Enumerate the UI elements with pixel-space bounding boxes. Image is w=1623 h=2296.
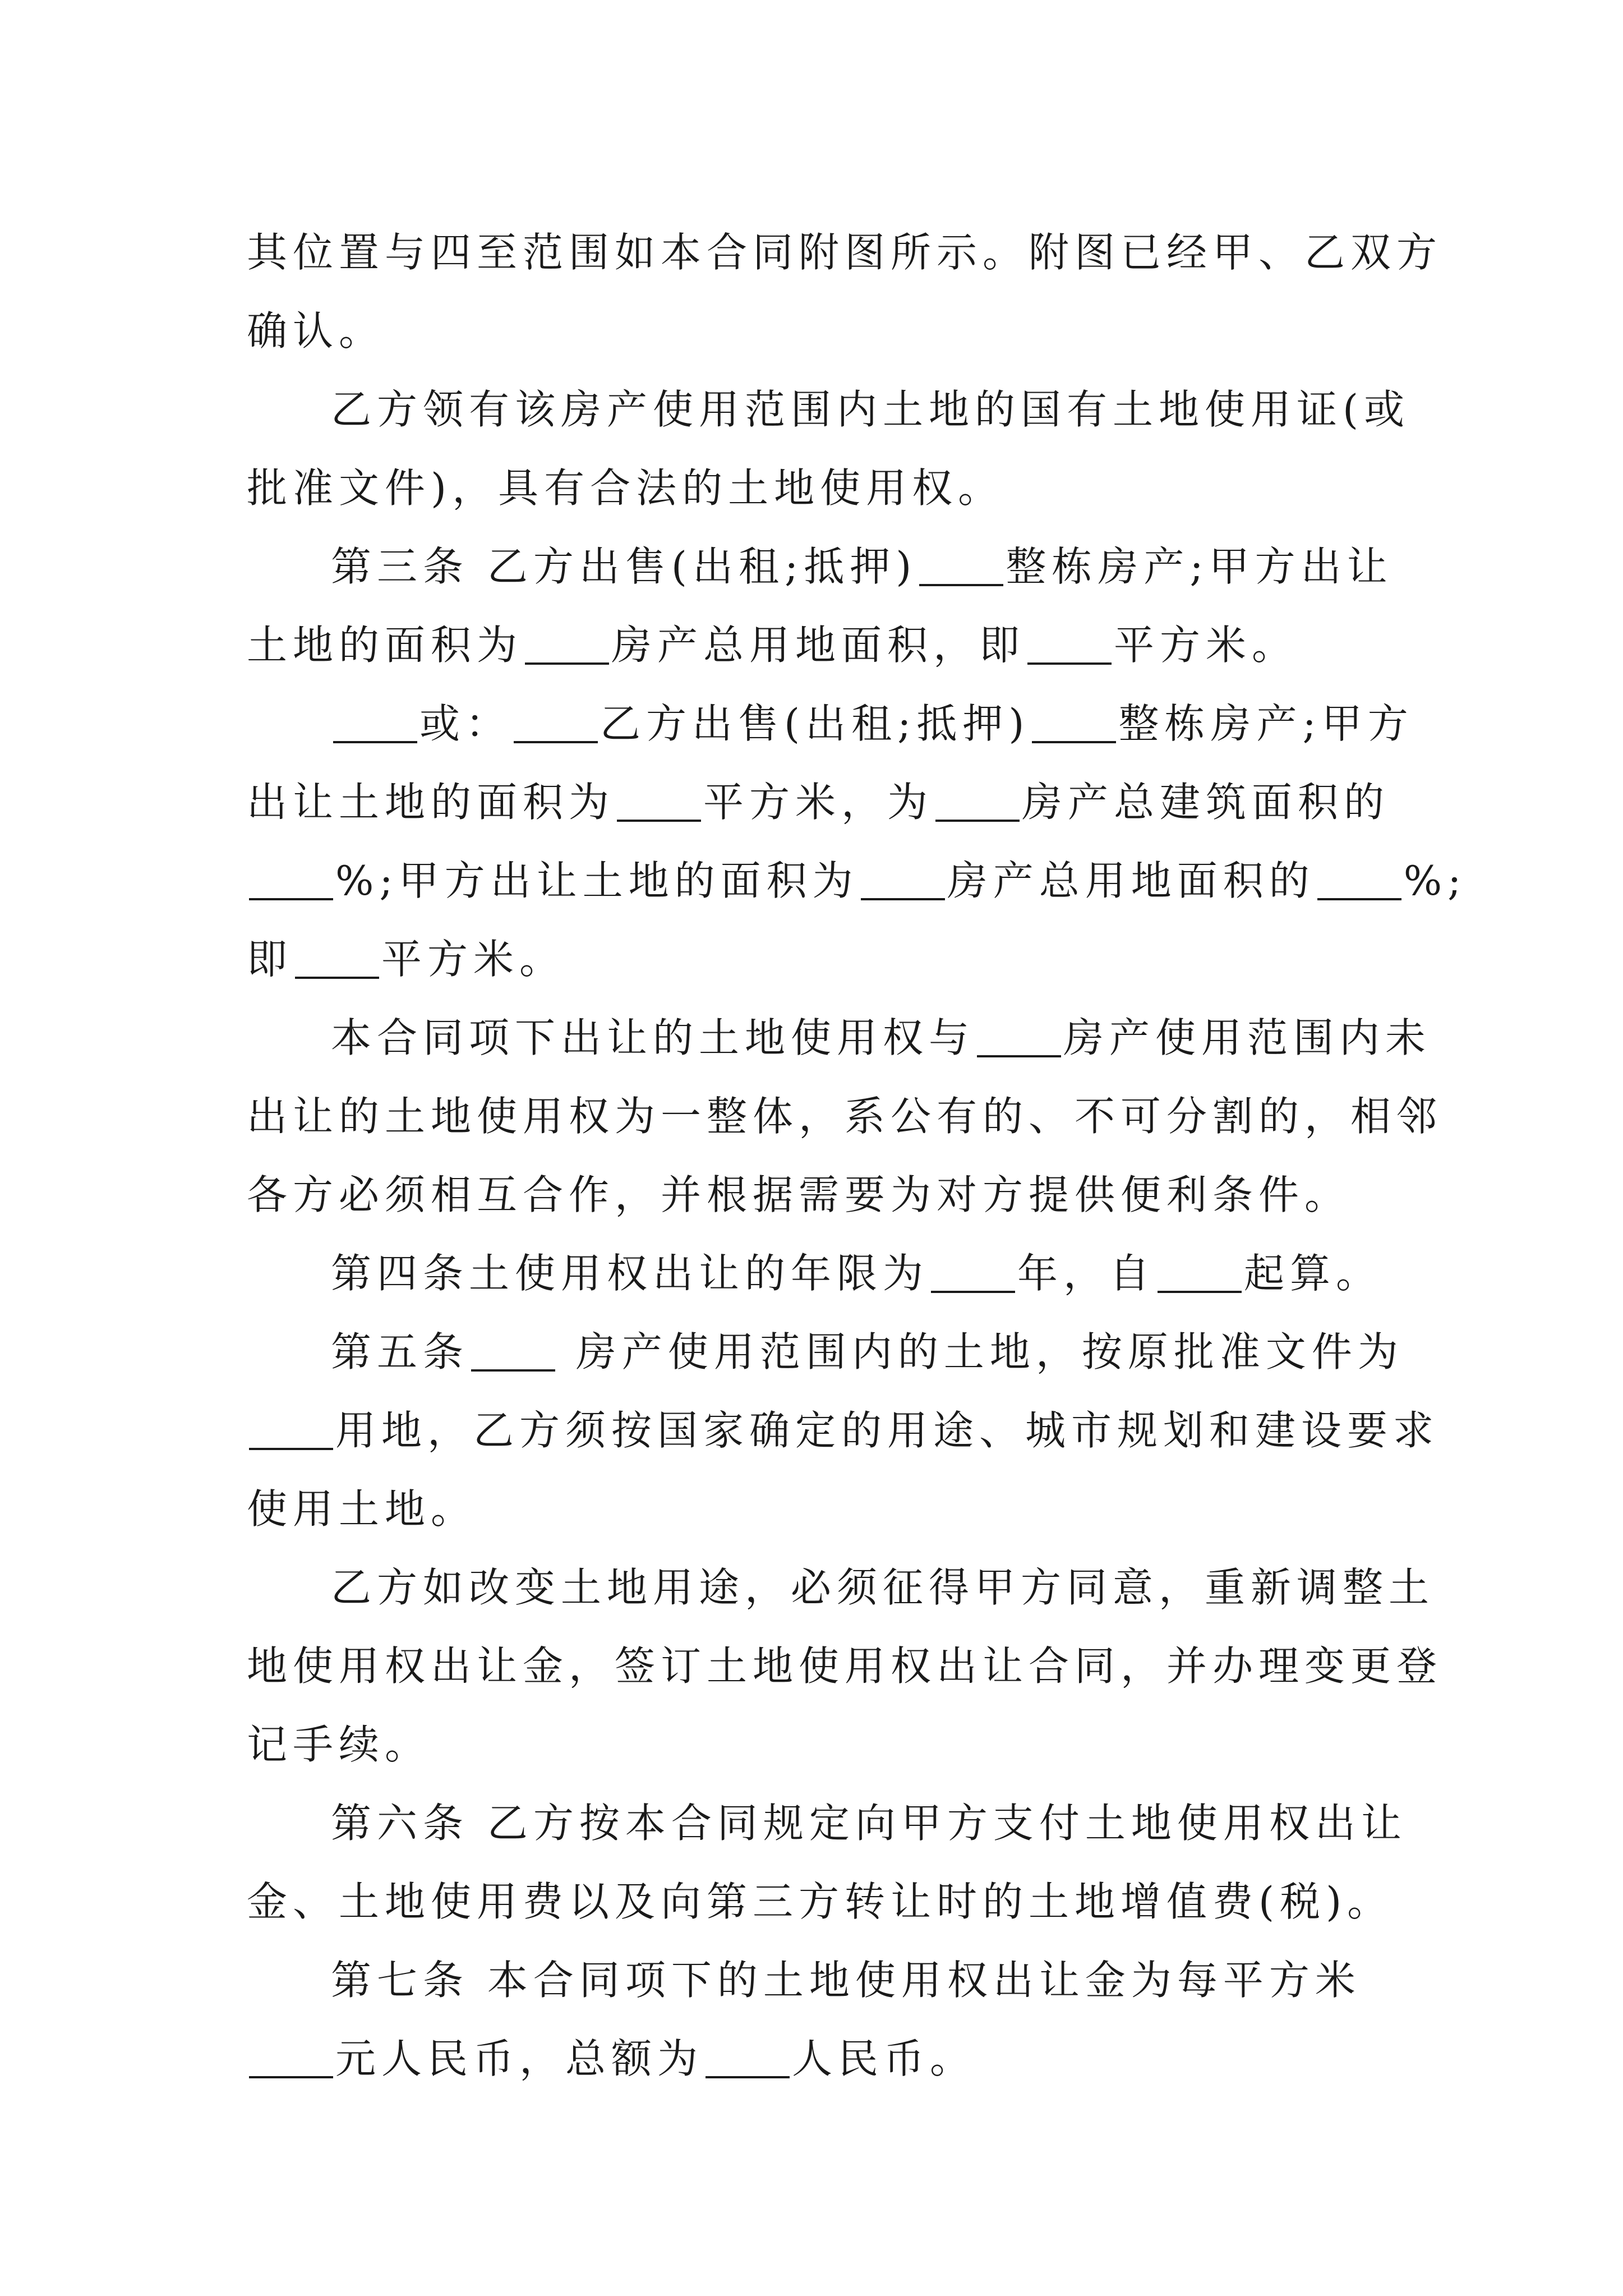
- fill-in-blank: [471, 1329, 555, 1372]
- fill-in-blank: [514, 701, 598, 743]
- fill-in-blank: [977, 1015, 1061, 1057]
- text-line: 确认。: [247, 307, 385, 355]
- text-line: 出让的土地使用权为一整体，系公有的、不可分割的，相邻: [247, 1093, 1443, 1140]
- text-line: 乙方领有该房产使用范围内土地的国有土地使用证(或: [331, 386, 1410, 433]
- text-segment: 土地的面积为: [247, 622, 523, 669]
- text-segment: 平方米。: [381, 936, 566, 983]
- text-segment: 人民币。: [792, 2035, 976, 2082]
- text-segment: 或：: [419, 700, 512, 747]
- fill-in-blank: [249, 1407, 333, 1450]
- text-segment: 年，自: [1017, 1250, 1156, 1297]
- fill-in-blank: [919, 544, 1003, 586]
- text-segment: 第三条 乙方出售(出租;抵押): [331, 543, 917, 590]
- paragraph-p2: [247, 370, 1410, 527]
- text-line: [247, 920, 1385, 999]
- text-segment: 平方米，为: [703, 779, 934, 826]
- text-segment: 整栋房产;甲方: [1118, 700, 1414, 747]
- text-segment: 第四条土使用权出让的年限为: [331, 1250, 929, 1297]
- text-line: [247, 527, 1393, 606]
- paragraph-p5: [247, 999, 1443, 1234]
- fill-in-blank: [931, 1250, 1015, 1293]
- fill-in-blank: [249, 858, 333, 900]
- text-segment: 房产总用地面积的: [947, 857, 1315, 904]
- text-line: 金、土地使用费以及向第三方转让时的土地增值费(税)。: [247, 1878, 1394, 1925]
- fill-in-blank: [249, 2036, 333, 2078]
- text-line: [247, 606, 1385, 684]
- text-segment: %;: [1403, 857, 1467, 904]
- text-line: 第七条 本合同项下的土地使用权出让金为每平方米: [331, 1957, 1361, 2004]
- text-line: [247, 1313, 1404, 1391]
- fill-in-blank: [706, 2036, 790, 2078]
- document-page: [247, 213, 1467, 2098]
- text-segment: 用地，乙方须按国家确定的用途、城市规划和建设要求: [335, 1407, 1440, 1454]
- text-segment: 元人民币，总额为: [335, 2035, 704, 2082]
- text-segment: 平方米。: [1114, 622, 1298, 669]
- paragraph-p4: [247, 684, 1467, 999]
- text-line: 乙方如改变土地用途，必须征得甲方同意，重新调整土: [331, 1564, 1435, 1611]
- fill-in-blank: [1158, 1250, 1242, 1293]
- paragraph-p3: [247, 527, 1393, 684]
- text-segment: 起算。: [1244, 1250, 1382, 1297]
- text-segment: 整栋房产;甲方出让: [1006, 543, 1393, 590]
- text-segment: 本合同项下出让的土地使用权与: [331, 1014, 975, 1061]
- text-line: [247, 999, 1432, 1077]
- fill-in-blank: [861, 858, 945, 900]
- text-line: 第六条 乙方按本合同规定向甲方支付土地使用权出让: [331, 1800, 1407, 1847]
- fill-in-blank: [935, 779, 1020, 822]
- fill-in-blank: [525, 622, 609, 665]
- text-segment: 房产总建筑面积的: [1022, 779, 1390, 826]
- paragraph-p9: [247, 1784, 1407, 1941]
- paragraph-p1: [247, 213, 1443, 370]
- text-line: 记手续。: [247, 1721, 431, 1768]
- text-line: 地使用权出让金，签订土地使用权出让合同，并办理变更登: [247, 1642, 1443, 1690]
- text-segment: 即: [247, 936, 293, 983]
- fill-in-blank: [617, 779, 701, 822]
- text-line: [247, 1234, 1385, 1313]
- fill-in-blank: [1027, 622, 1112, 665]
- text-line: [247, 763, 1390, 841]
- paragraph-p10: [247, 1941, 1385, 2098]
- fill-in-blank: [1317, 858, 1401, 900]
- text-segment: 房产总用地面积，即: [611, 622, 1026, 669]
- text-line: 使用土地。: [247, 1485, 477, 1533]
- paragraph-p8: [247, 1548, 1443, 1784]
- text-line: 各方必须相互合作，并根据需要为对方提供便利条件。: [247, 1171, 1351, 1218]
- text-segment: %;甲方出让土地的面积为: [335, 857, 859, 904]
- text-segment: 出让土地的面积为: [247, 779, 615, 826]
- fill-in-blank: [1032, 701, 1116, 743]
- text-segment: 房产使用范围内未: [1063, 1014, 1432, 1061]
- text-line: [247, 1391, 1440, 1470]
- text-line: 其位置与四至范围如本合同附图所示。附图已经甲、乙双方: [247, 229, 1443, 276]
- fill-in-blank: [295, 936, 379, 979]
- text-segment: 房产使用范围内的土地，按原批准文件为: [557, 1328, 1404, 1375]
- text-line: [247, 841, 1467, 920]
- text-line: 批准文件)，具有合法的土地使用权。: [247, 464, 1004, 512]
- text-line: [247, 684, 1414, 763]
- text-line: [247, 2019, 1385, 2098]
- text-segment: 乙方出售(出租;抵押): [600, 700, 1030, 747]
- paragraph-p7: [247, 1313, 1440, 1548]
- paragraph-p6: [247, 1234, 1385, 1313]
- text-segment: 第五条: [331, 1328, 469, 1375]
- fill-in-blank: [333, 701, 417, 743]
